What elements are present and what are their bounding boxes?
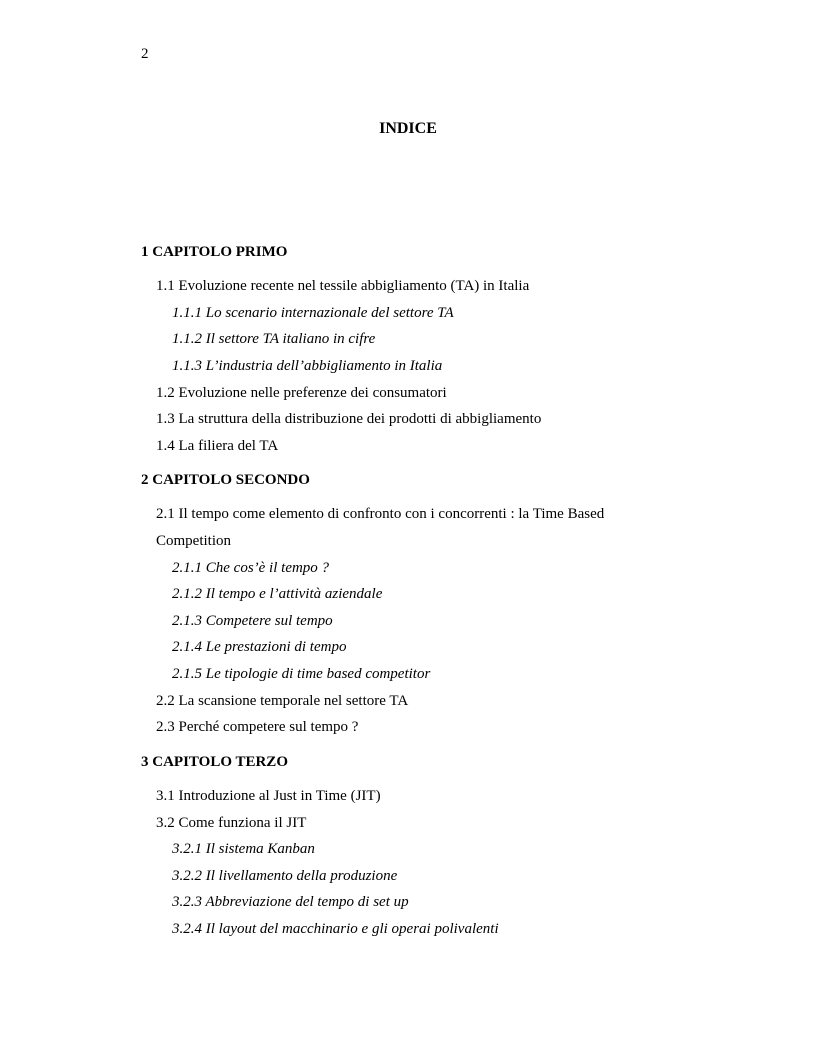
toc-section-3-2: 3.2 Come funziona il JIT (156, 815, 307, 831)
toc-section-2-3: 2.3 Perché competere sul tempo ? (156, 719, 359, 735)
toc-subsection-1-1-2: 1.1.2 Il settore TA italiano in cifre (172, 331, 376, 347)
toc-chapter-2: 2 CAPITOLO SECONDO (141, 472, 310, 488)
toc-subsection-3-2-3: 3.2.3 Abbreviazione del tempo di set up (172, 894, 409, 910)
toc-chapter-3: 3 CAPITOLO TERZO (141, 754, 288, 770)
toc-section-2-1-continued: Competition (156, 533, 231, 549)
toc-subsection-2-1-3: 2.1.3 Competere sul tempo (172, 613, 333, 629)
toc-section-1-2: 1.2 Evoluzione nelle preferenze dei consumatori (156, 385, 447, 401)
toc-section-2-1: 2.1 Il tempo come elemento di confronto con i concorrenti : la Time Based (156, 506, 605, 522)
toc-subsection-2-1-1: 2.1.1 Che cos’è il tempo ? (172, 560, 330, 576)
toc-subsection-1-1-3: 1.1.3 L’industria dell’abbigliamento in Italia (172, 358, 443, 374)
page-title: INDICE (379, 120, 437, 137)
toc-subsection-3-2-1: 3.2.1 Il sistema Kanban (172, 841, 315, 857)
toc-subsection-2-1-4: 2.1.4 Le prestazioni di tempo (172, 639, 347, 655)
toc-subsection-2-1-5: 2.1.5 Le tipologie di time based competitor (172, 666, 431, 682)
toc-chapter-1: 1 CAPITOLO PRIMO (141, 244, 288, 260)
toc-section-2-2: 2.2 La scansione temporale nel settore TA (156, 693, 409, 709)
toc-section-1-3: 1.3 La struttura della distribuzione dei prodotti di abbigliamento (156, 411, 542, 427)
toc-subsection-3-2-2: 3.2.2 Il livellamento della produzione (172, 868, 398, 884)
toc-section-3-1: 3.1 Introduzione al Just in Time (JIT) (156, 788, 381, 804)
toc-section-1-4: 1.4 La filiera del TA (156, 438, 279, 454)
toc-subsection-1-1-1: 1.1.1 Lo scenario internazionale del settore TA (172, 305, 454, 321)
toc-subsection-2-1-2: 2.1.2 Il tempo e l’attività aziendale (172, 586, 383, 602)
page-number: 2 (141, 46, 149, 62)
toc-subsection-3-2-4: 3.2.4 Il layout del macchinario e gli operai polivalenti (172, 921, 499, 937)
toc-section-1-1: 1.1 Evoluzione recente nel tessile abbigliamento (TA) in Italia (156, 278, 530, 294)
